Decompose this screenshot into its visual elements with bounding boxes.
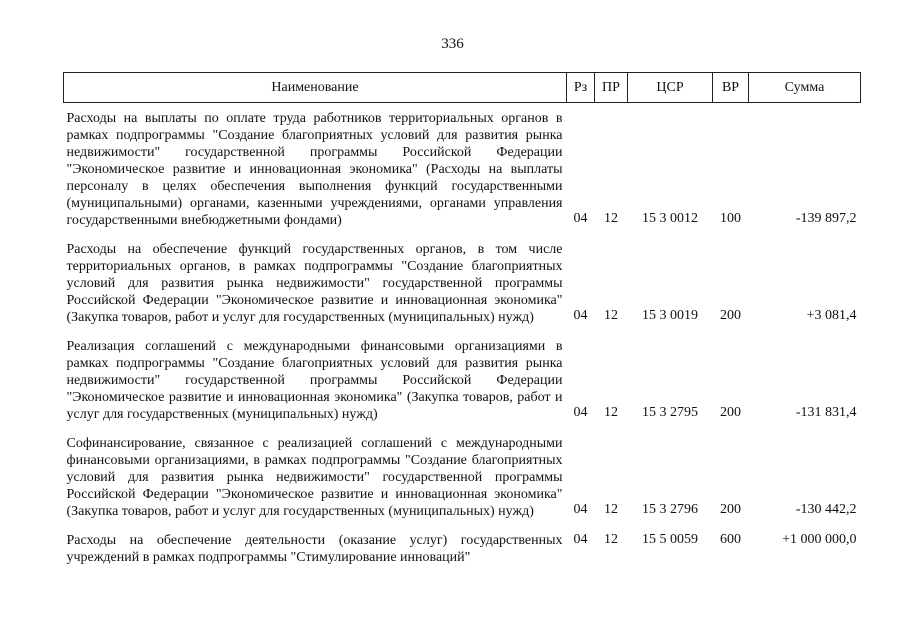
table-row — [64, 525, 861, 566]
column-header-sum: Сумма — [749, 73, 861, 103]
table-row — [64, 331, 861, 428]
row-vr: 600 — [720, 532, 741, 547]
row-name: Реализация соглашений с международными финансовыми организациями в рамках подпрограммы "Создание благоприятных условий для развития рынка недвижимости" государственной программы Российской Федерации "Экономическое развитие и инновационная экономика" (Закупка товаров, работ и услуг для государственных (муниципальных) нужд) — [66, 339, 563, 422]
row-sum: +3 081,4 — [806, 308, 857, 323]
column-header-name: Наименование — [64, 73, 567, 103]
row-rz: 04 — [573, 308, 588, 323]
row-vr: 200 — [720, 405, 741, 420]
row-pr: 12 — [604, 405, 618, 420]
row-name: Софинансирование, связанное с реализацией соглашений с международными финансовыми организациями, в рамках подпрограммы "Создание благоприятных условий для развития рынка недвижимости" государственной программы Российской Федерации "Экономическое развитие и инновационная экономика" (Закупка товаров, работ и услуг для государственных (муниципальных) нужд) — [66, 436, 563, 519]
row-csr: 15 3 2796 — [642, 502, 698, 517]
row-pr: 12 — [604, 502, 618, 517]
row-sum: +1 000 000,0 — [782, 532, 857, 547]
table-row — [64, 234, 861, 331]
table-header-row — [64, 73, 861, 103]
row-rz: 04 — [573, 502, 588, 517]
row-csr: 15 3 2795 — [642, 405, 698, 420]
row-sum: -139 897,2 — [795, 211, 857, 226]
column-header-csr: ЦСР — [628, 73, 713, 103]
table-row — [64, 103, 861, 235]
column-header-rz: Рз — [567, 73, 595, 103]
row-name: Расходы на обеспечение функций государственных органов, в том числе территориальных органов, в рамках подпрограммы "Создание благоприятных условий для развития рынка недвижимости" государственной программы Российской Федерации "Экономическое развитие и инновационная экономика" (Закупка товаров, работ и услуг для государственных (муниципальных) нужд) — [66, 242, 563, 325]
row-pr: 12 — [604, 308, 618, 323]
row-name: Расходы на выплаты по оплате труда работников территориальных органов в рамках подпрограммы "Создание благоприятных условий для развития рынка недвижимости" государственной программы Российской Федерации "Экономическое развитие и инновационная экономика" (Расходы на выплаты персоналу в целях обеспечения выполнения функций государственными (муниципальными) органами, казенными учреждениями, органами управления государственными внебюджетными фондами) — [66, 111, 563, 228]
page-number: 336 — [441, 36, 464, 52]
row-name: Расходы на обеспечение деятельности (оказание услуг) государственных учреждений в рамках подпрограммы "Стимулирование инноваций" — [66, 533, 563, 565]
row-pr: 12 — [604, 211, 618, 226]
column-header-pr: ПР — [595, 73, 628, 103]
table-row — [64, 428, 861, 525]
budget-table — [63, 72, 861, 566]
row-vr: 100 — [720, 211, 741, 226]
row-csr: 15 5 0059 — [642, 532, 698, 547]
row-vr: 200 — [720, 308, 741, 323]
row-csr: 15 3 0012 — [642, 211, 698, 226]
row-sum: -130 442,2 — [795, 502, 857, 517]
row-vr: 200 — [720, 502, 741, 517]
row-rz: 04 — [573, 532, 588, 547]
row-csr: 15 3 0019 — [642, 308, 698, 323]
row-rz: 04 — [573, 405, 588, 420]
column-header-vr: ВР — [713, 73, 749, 103]
row-pr: 12 — [604, 532, 618, 547]
row-rz: 04 — [573, 211, 588, 226]
row-sum: -131 831,4 — [795, 405, 857, 420]
